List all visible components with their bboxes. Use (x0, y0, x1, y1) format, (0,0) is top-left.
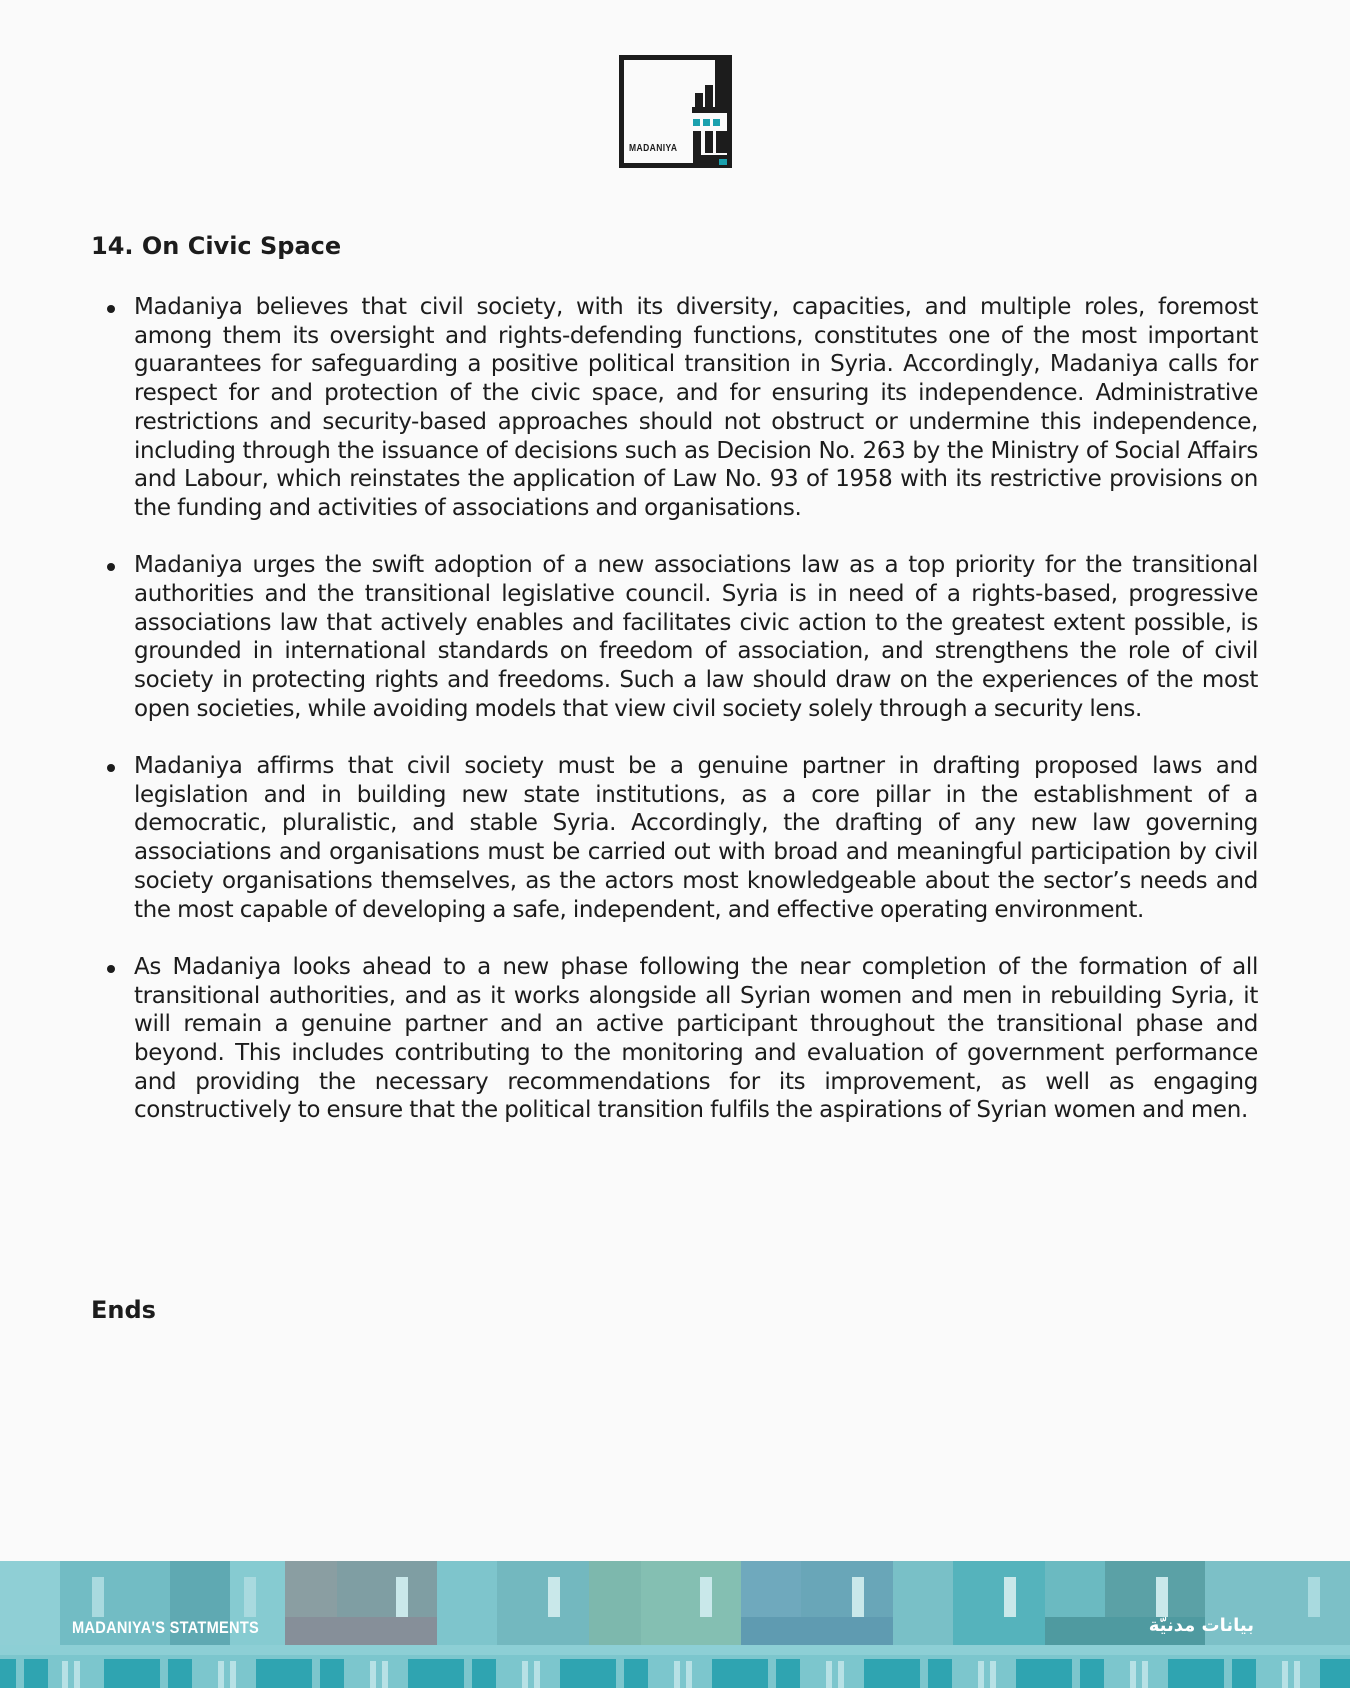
madaniya-logo (619, 55, 732, 168)
footer-banner (0, 1561, 1350, 1688)
footer-right-label: بيانات مدنيّة (1148, 1615, 1254, 1636)
bullet-item: Madaniya urges the swift adoption of a new associations law as a top priority for the transitional authorities and the transitional legislative council. Syria is in need of a rights-based, progressive associations law that actively enables and facilitates civic action to the greatest extent possible, is grounded in international standards on freedom of association, and strengthens the role of civil society in protecting rights and freedoms. Such a law should draw on the experiences of the most open societies, while avoiding models that view civil society solely through a security lens. (134, 552, 1258, 722)
bullet-item: As Madaniya looks ahead to a new phase following the near completion of the formation of all transitional authorities, and as it works alongside all Syrian women and men in rebuilding Syria, it will remain a genuine partner and an active participant throughout the transitional phase and beyond. This includes contributing to the monitoring and evaluation of government performance and providing the necessary recommendations for its improvement, as well as engaging constructively to ensure that the political transition fulfils the aspirations of Syrian women and men. (134, 953, 1258, 1124)
footer-left-label: MADANIYA'S STATMENTS (72, 1618, 260, 1637)
bullet-list (134, 293, 1258, 1154)
bullet-item: Madaniya affirms that civil society must be a genuine partner in drafting proposed laws and legislation and in building new state institutions, as a core pillar in the establishment of a democratic, pluralistic, and stable Syria. Accordingly, the drafting of any new law governing associations and organisations must be carried out with broad and meaningful participation by civil society organisations themselves, as the actors most knowledgeable about the sector’s needs and the most capable of developing a safe, independent, and effective operating environment. (134, 753, 1258, 923)
closing-label: Ends (91, 1296, 156, 1324)
logo-wordmark: MADANIYA (629, 143, 678, 154)
section-title: 14. On Civic Space (91, 232, 342, 260)
bullet-item: Madaniya believes that civil society, with its diversity, capacities, and multiple roles, foremost among them its oversight and rights-defending functions, constitutes one of the most important guarantees for safeguarding a positive political transition in Syria. Accordingly, Madaniya calls for respect for and protection of the civic space, and for ensuring its independence. Administrative restrictions and security-based approaches should not obstruct or undermine this independence, including through the issuance of decisions such as Decision No. 263 by the Ministry of Social Affairs and Labour, which reinstates the application of Law No. 93 of 1958 with its restrictive provisions on the funding and activities of associations and organisations. (134, 294, 1258, 521)
